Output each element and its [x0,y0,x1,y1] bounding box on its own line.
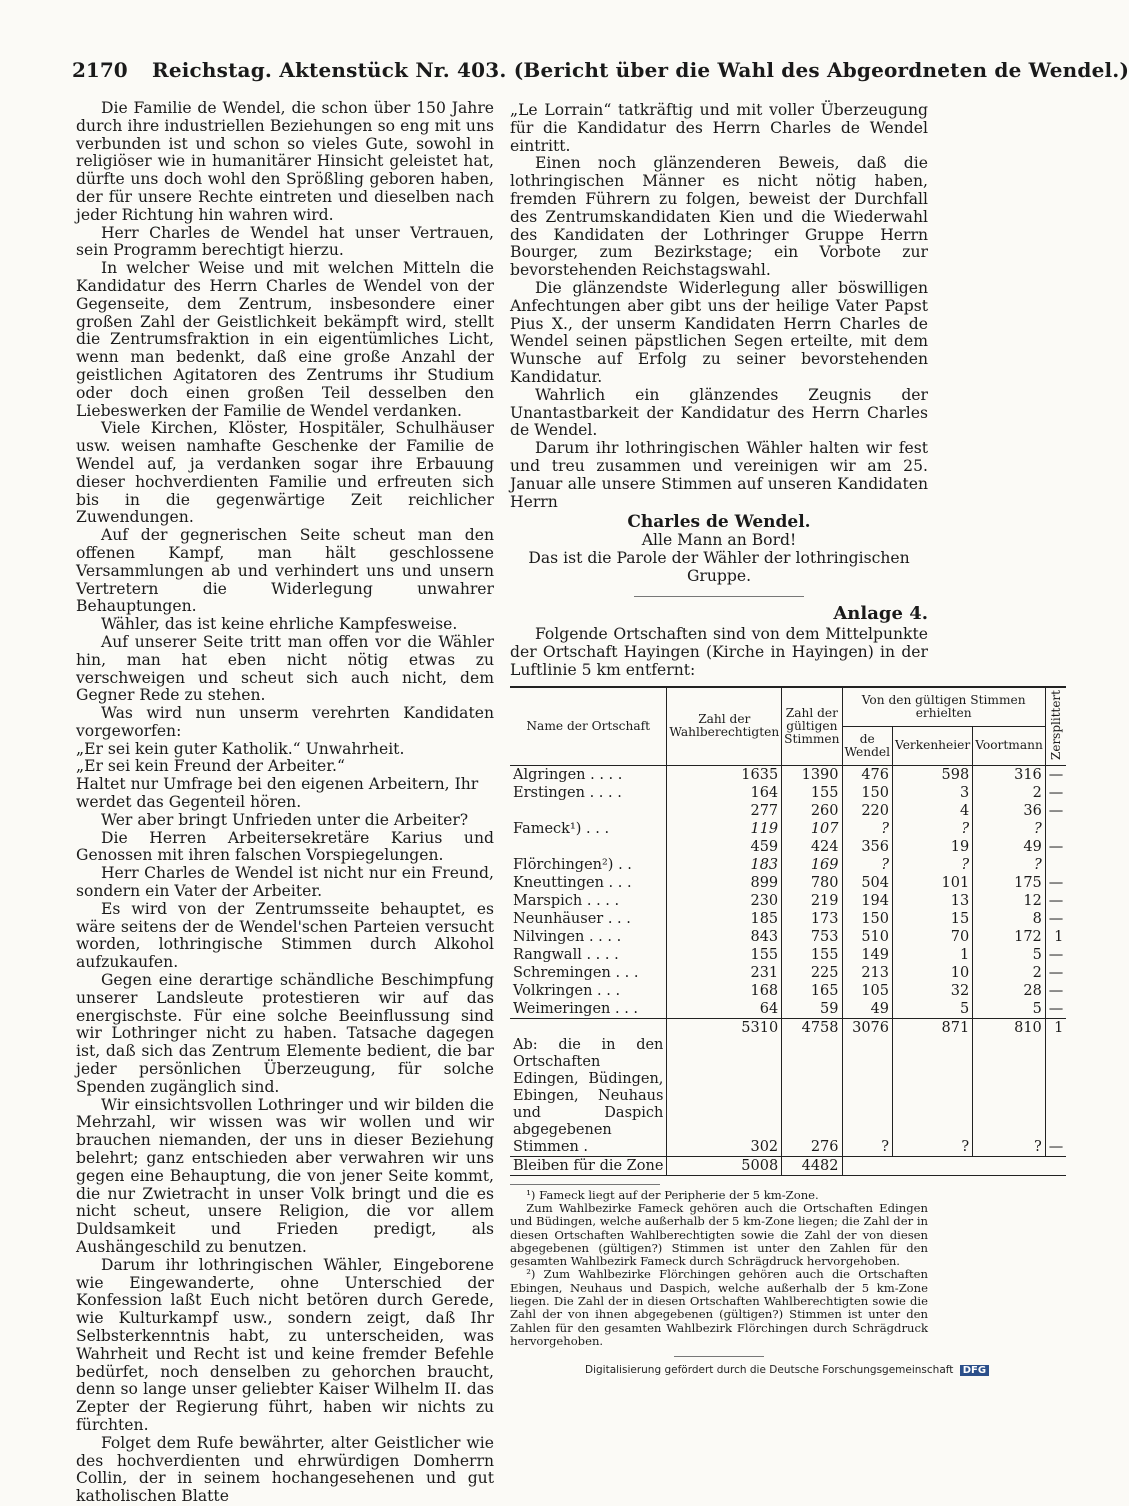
footnote: ²) Zum Wahlbezirke Flörchingen gehören auch die Ortschaften Ebingen, Neuhaus und Daspich, welche außerhalb der 5 km-Zone liegen. Die Zahl der in diesen Ortschaften Wahlberechtigten sowie die Zahl der von ihnen abgegebenen (gültigen?) Stimmen ist unter den Zahlen für den gesamten Wahlbezirk Flörchingen durch Schrägdruck hervorgehoben. [510,1267,928,1348]
table-row [510,946,1066,964]
row-name: Nilvingen . . . . [513,928,622,945]
cell: — [1045,946,1066,964]
cell: 5 [973,1000,1046,1019]
cell: — [1045,874,1066,892]
footnote-rule [510,1184,660,1185]
cell: 36 [973,802,1046,820]
cell: 424 [782,838,842,856]
col-header-berechtigt: Zahl der Wahlberechtigten [667,687,782,766]
cell: 59 [782,1000,842,1019]
paragraph: Die Herren Arbeitersekretäre Karius und Genossen mit ihren falschen Vorspiegelungen. [76,828,494,865]
cell: 871 [893,1018,973,1037]
cell: 1 [1045,1018,1066,1037]
table-row [510,910,1066,928]
cell: 3 [893,784,973,802]
cell: 459 [667,838,782,856]
row-name: Volkringen . . . [513,982,621,999]
cell: 476 [842,765,893,784]
paragraph: Es wird von der Zentrumsseite behauptet, es wäre seitens der de Wendel'schen Parteien versucht worden, lothringische Stimmen durch Alkohol aufzukaufen. [76,899,494,972]
paragraph: Wahrlich ein glänzendes Zeugnis der Unantastbarkeit der Kandidatur des Herrn Charles de Wendel. [510,385,928,440]
cell: — [1045,910,1066,928]
paragraph: Viele Kirchen, Klöster, Hospitäler, Schulhäuser usw. weisen namhafte Geschenke der Familie de Wendel auf, ja verdanken sogar ihre Erbauung dieser hochverdienten Familie und erfreuten sich bis in die gegenwärtige Zeit reichlicher Zuwendungen. [76,419,494,527]
paragraph: Wir einsichtsvollen Lothringer und wir bilden die Mehrzahl, wir wissen was wir wollen und wir brauchen niemanden, der uns in dieser Beziehung belehrt; ganz entschieden aber verwahren wir uns gegen eine Behauptung, die von jener Seite kommt, die nur Zwietracht in unser Volk bringt und die es nicht scheut, unsere Religion, die vor allem Duldsamkeit und Frieden predigt, als Aushängeschild zu benutzen. [76,1095,494,1256]
cell: 155 [782,946,842,964]
row-name: Schremingen . . . [513,964,639,981]
cell: 185 [667,910,782,928]
dfg-logo: DFG [960,1365,989,1376]
cell: 277 [667,802,782,820]
funding-text: Digitalisierung gefördert durch die Deutsche Forschungsgemeinschaft [585,1364,954,1376]
footnote: Zum Wahlbezirke Fameck gehören auch die Ortschaften Edingen und Büdingen, welche außerhalb der 5 km-Zone liegen; die Zahl der in diesen Ortschaften Wahlberechtigten sowie die Zahl der von diesen abgegebenen (gültigen?) Stimmen ist unter den Zahlen für den gesamten Wahlbezirk Fameck durch Schrägdruck hervorgehoben. [510,1201,928,1269]
table-row [510,838,1066,856]
table-row [510,874,1066,892]
paragraph: „Le Lorrain“ tatkräftig und mit voller Überzeugung für die Kandidatur des Herrn Charles de Wendel eintritt. [510,101,928,155]
footnote: ¹) Fameck liegt auf der Peripherie der 5 km-Zone. [526,1187,819,1202]
running-title: Reichstag. Aktenstück Nr. 403. (Bericht über die Wahl des Abgeordneten de Wendel.) [152,58,1129,82]
cell: — [1045,982,1066,1000]
cell: 1 [1045,928,1066,946]
paragraph: Einen noch glänzenderen Beweis, daß die lothringischen Männer es nicht nötig haben, fremden Führern zu folgen, beweist der Durchfall des Zentrumskandidaten Kien und die Wiederwahl des Kandidaten der Lothringer Gruppe Herrn Bourger, zum Bezirkstage; ein Vorbote zur bevorstehenden Reichstagswahl. [510,154,928,280]
cell: 105 [842,982,893,1000]
slogan: Das ist die Parole der Wähler der lothringischen Gruppe. [528,548,910,585]
cell: ? [893,1037,973,1157]
cell: 753 [782,928,842,946]
cell: 155 [667,946,782,964]
cell: 49 [842,1000,893,1019]
cell: 107 [782,820,842,838]
cell: 194 [842,892,893,910]
cell: — [1045,802,1066,820]
cell: 260 [782,802,842,820]
slogan: Alle Mann an Bord! [641,531,797,550]
paragraph: Die Familie de Wendel, die schon über 150 Jahre durch ihre industriellen Beziehungen so eng mit uns verbunden ist und schon so vieles Gute, sowohl in religiöser wie in humanitärer Hinsicht geleistet hat, dürfte uns doch wohl den Sprößling geboren haben, der für unsere Rechte eintreten und dieselben nach jeder Richtung hin wahren wird. [76,99,494,224]
cell: 899 [667,874,782,892]
cell [1045,856,1066,874]
cell: ? [973,820,1046,838]
cell: ? [842,820,893,838]
end-rule [674,1356,764,1357]
cell: 172 [973,928,1046,946]
cell: — [1045,964,1066,982]
cell: 10 [893,964,973,982]
cell: — [1045,838,1066,856]
col-header-wendel: de Wendel [842,726,893,765]
paragraph: Gegen eine derartige schändliche Beschimpfung unserer Landsleute protestieren wir auf das energischste. Für eine solche Beeinflussung sind wir Lothringer nicht zu haben. Tatsache dagegen ist, daß sich das Zentrum Elemente bedient, die bar jeder persönlichen Überzeugung, für solche Spenden zugänglich sind. [76,971,494,1096]
paragraph: Darum ihr lothringischen Wähler, Eingeborene wie Eingewanderte, ohne Unterschied der Konfession laßt Euch nicht betören durch Gerede, wie Kulturkampf usw., sondern zeigt, daß Ihr Selbsterkenntnis habt, zu unterscheiden, was Wahrheit und Recht ist und keine fremder Befehle bedürfet, noch denselben zu gehorchen braucht, denn so lange unser geliebter Kaiser Wilhelm II. das Zepter der Regierung führt, haben wir nichts zu fürchten. [76,1255,494,1434]
cell: 3076 [842,1018,893,1037]
cell: 8 [973,910,1046,928]
cell: — [1045,1037,1066,1157]
cell: 510 [842,928,893,946]
cell: ? [973,856,1046,874]
table-row [510,892,1066,910]
page-header [72,58,1129,88]
cell: 356 [842,838,893,856]
row-name: Weimeringen . . . [513,1000,639,1017]
cell: 164 [667,784,782,802]
cell: 225 [782,964,842,982]
cell: 12 [973,892,1046,910]
cell: — [1045,765,1066,784]
paragraph: Was wird nun unserm verehrten Kandidaten vorgeworfen: [76,704,494,740]
cell: 4482 [782,1156,842,1175]
paragraph: Darum ihr lothringischen Wähler halten wir fest und treu zusammen und vereinigen wir am 25. Januar alle unsere Stimmen auf unseren Kandidaten Herrn [510,439,928,511]
paragraph: Herr Charles de Wendel ist nicht nur ein Freund, sondern ein Vater der Arbeiter. [76,864,494,901]
cell: 230 [667,892,782,910]
cell: — [1045,1000,1066,1019]
table-row [510,964,1066,982]
remaining-label: Bleiben für die Zone [510,1156,667,1175]
col-header-zersplittert: Zersplittert [1045,687,1066,766]
cell: 150 [842,784,893,802]
cell: 1390 [782,765,842,784]
left-column [76,100,494,1506]
cell: 2 [973,784,1046,802]
row-name: Flörchingen²) . . [513,856,632,873]
cell: ? [973,1037,1046,1157]
cell: — [1045,892,1066,910]
appendix-heading: Anlage 4. [833,602,928,624]
row-name: Fameck¹) . . . [513,820,610,837]
row-name [510,838,667,856]
col-header-name: Name der Ortschaft [510,687,667,766]
cell: 165 [782,982,842,1000]
cell: 13 [893,892,973,910]
cell: ? [842,856,893,874]
cell: 5008 [667,1156,782,1175]
cell: 49 [973,838,1046,856]
table-row [510,820,1066,838]
cell: 213 [842,964,893,982]
table-row [510,765,1066,784]
cell: 32 [893,982,973,1000]
table-row [510,928,1066,946]
cell: 119 [667,820,782,838]
row-name: Neunhäuser . . . [513,910,631,927]
cell: 173 [782,910,842,928]
cell: 4758 [782,1018,842,1037]
quote-line: „Er sei kein guter Katholik.“ Unwahrheit. [76,739,405,758]
cell: ? [842,1037,893,1157]
row-name: Algringen . . . . [513,766,623,783]
page-number: 2170 [72,58,128,82]
cell: 168 [667,982,782,1000]
candidate-name: Charles de Wendel. [627,512,811,533]
votes-table [510,686,1066,1176]
row-name: Kneuttingen . . . [513,874,632,891]
row-name: Rangwall . . . . [513,946,619,963]
row-name: Erstingen . . . . [513,784,622,801]
paragraph: Auf der gegnerischen Seite scheut man den offenen Kampf, man hält geschlossene Versammlungen ab und verhindert uns und unsern Vertretern die Widerlegung unwahrer Behauptungen. [76,526,494,616]
table-row [510,982,1066,1000]
table-row [510,1000,1066,1019]
col-header-voortmann: Voortmann [973,726,1046,765]
cell: 150 [842,910,893,928]
paragraph: Wer aber bringt Unfrieden unter die Arbeiter? [100,810,469,829]
col-header-gueltig: Zahl der gültigen Stimmen [782,687,842,766]
cell: 5 [973,946,1046,964]
cell: 183 [667,856,782,874]
cell: 504 [842,874,893,892]
row-name: Marspich . . . . [513,892,620,909]
cell: 843 [667,928,782,946]
funding-notice [585,1364,989,1376]
paragraph: In welcher Weise und mit welchen Mitteln die Kandidatur des Herrn Charles de Wendel von der Gegenseite, dem Zentrum, insbesondere einer großen Zahl der Geistlichkeit bekämpft wird, stellt die Zentrumsfraktion in ein eigentümliches Licht, wenn man bedenkt, daß eine große Anzahl der geistlichen Agitatoren des Zentrums ihr Studium oder doch einen großen Teil desselben den Liebeswerken der Familie de Wendel verdanken. [76,259,494,420]
paragraph: Herr Charles de Wendel hat unser Vertrauen, sein Programm berechtigt hierzu. [76,223,494,260]
paragraph: Auf unserer Seite tritt man offen vor die Wähler hin, man hat eben nicht nötig etwas zu verschweigen und scheut sich auch nicht, dem Gegner Rede zu stehen. [76,632,494,705]
quote-line: werdet das Gegenteil hören. [76,793,302,812]
quote-line: „Er sei kein Freund der Arbeiter.“ [76,757,345,776]
cell: 2 [973,964,1046,982]
cell: 64 [667,1000,782,1019]
table-row [510,802,1066,820]
cell: 5310 [667,1018,782,1037]
paragraph: Folget dem Rufe bewährter, alter Geistlicher wie des hochverdienten und ehrwürdigen Domherrn Collin, der in seinem hochangesehenen und gut katholischen Blatte [76,1433,494,1506]
cell: 810 [973,1018,1046,1037]
deduction-label: Ab: die in den Ortschaften Edingen, Büdingen, Ebingen, Neuhaus und Daspich abgegebenen Stimmen . [513,1036,664,1155]
cell: 316 [973,765,1046,784]
separator [634,596,804,597]
cell: 70 [893,928,973,946]
cell: 302 [667,1037,782,1157]
table-row [510,784,1066,802]
appendix-intro: Folgende Ortschaften sind von dem Mittelpunkte der Ortschaft Hayingen (Kirche in Hayingen) in der Luftlinie 5 km entfernt: [510,625,928,679]
cell: 149 [842,946,893,964]
table-row-remaining [510,1156,1066,1175]
cell: — [1045,784,1066,802]
cell: ? [893,856,973,874]
cell: 231 [667,964,782,982]
table-row-deduction [510,1037,1066,1157]
cell: 276 [782,1037,842,1157]
cell: 28 [973,982,1046,1000]
col-header-verkenheier: Verkenheier [893,726,973,765]
cell [1045,820,1066,838]
cell: 780 [782,874,842,892]
cell: 220 [842,802,893,820]
col-header-group: Von den gültigen Stimmen erhielten [842,687,1045,727]
footnotes [510,1189,928,1349]
paragraph: Wähler, das ist keine ehrliche Kampfesweise. [100,615,458,634]
quote-line: Haltet nur Umfrage bei den eigenen Arbeitern, Ihr [76,775,479,794]
cell: 1635 [667,765,782,784]
cell: 101 [893,874,973,892]
cell: 4 [893,802,973,820]
table-row-sum [510,1018,1066,1037]
cell: 1 [893,946,973,964]
table-row [510,856,1066,874]
cell: 5 [893,1000,973,1019]
cell: 169 [782,856,842,874]
cell: ? [893,820,973,838]
table-body [510,765,1066,1018]
cell: 598 [893,765,973,784]
paragraph: Die glänzendste Widerlegung aller böswilligen Anfechtungen aber gibt uns der heilige Vater Papst Pius X., der unserm Kandidaten Herrn Charles de Wendel seinen päpstlichen Segen erteilte, mit dem Wunsche auf Erfolg zu seiner bevorstehenden Kandidatur. [510,278,928,386]
row-name [510,802,667,820]
right-column [510,101,1064,1357]
cell: 175 [973,874,1046,892]
cell: 219 [782,892,842,910]
cell: 155 [782,784,842,802]
cell: 15 [893,910,973,928]
cell: 19 [893,838,973,856]
